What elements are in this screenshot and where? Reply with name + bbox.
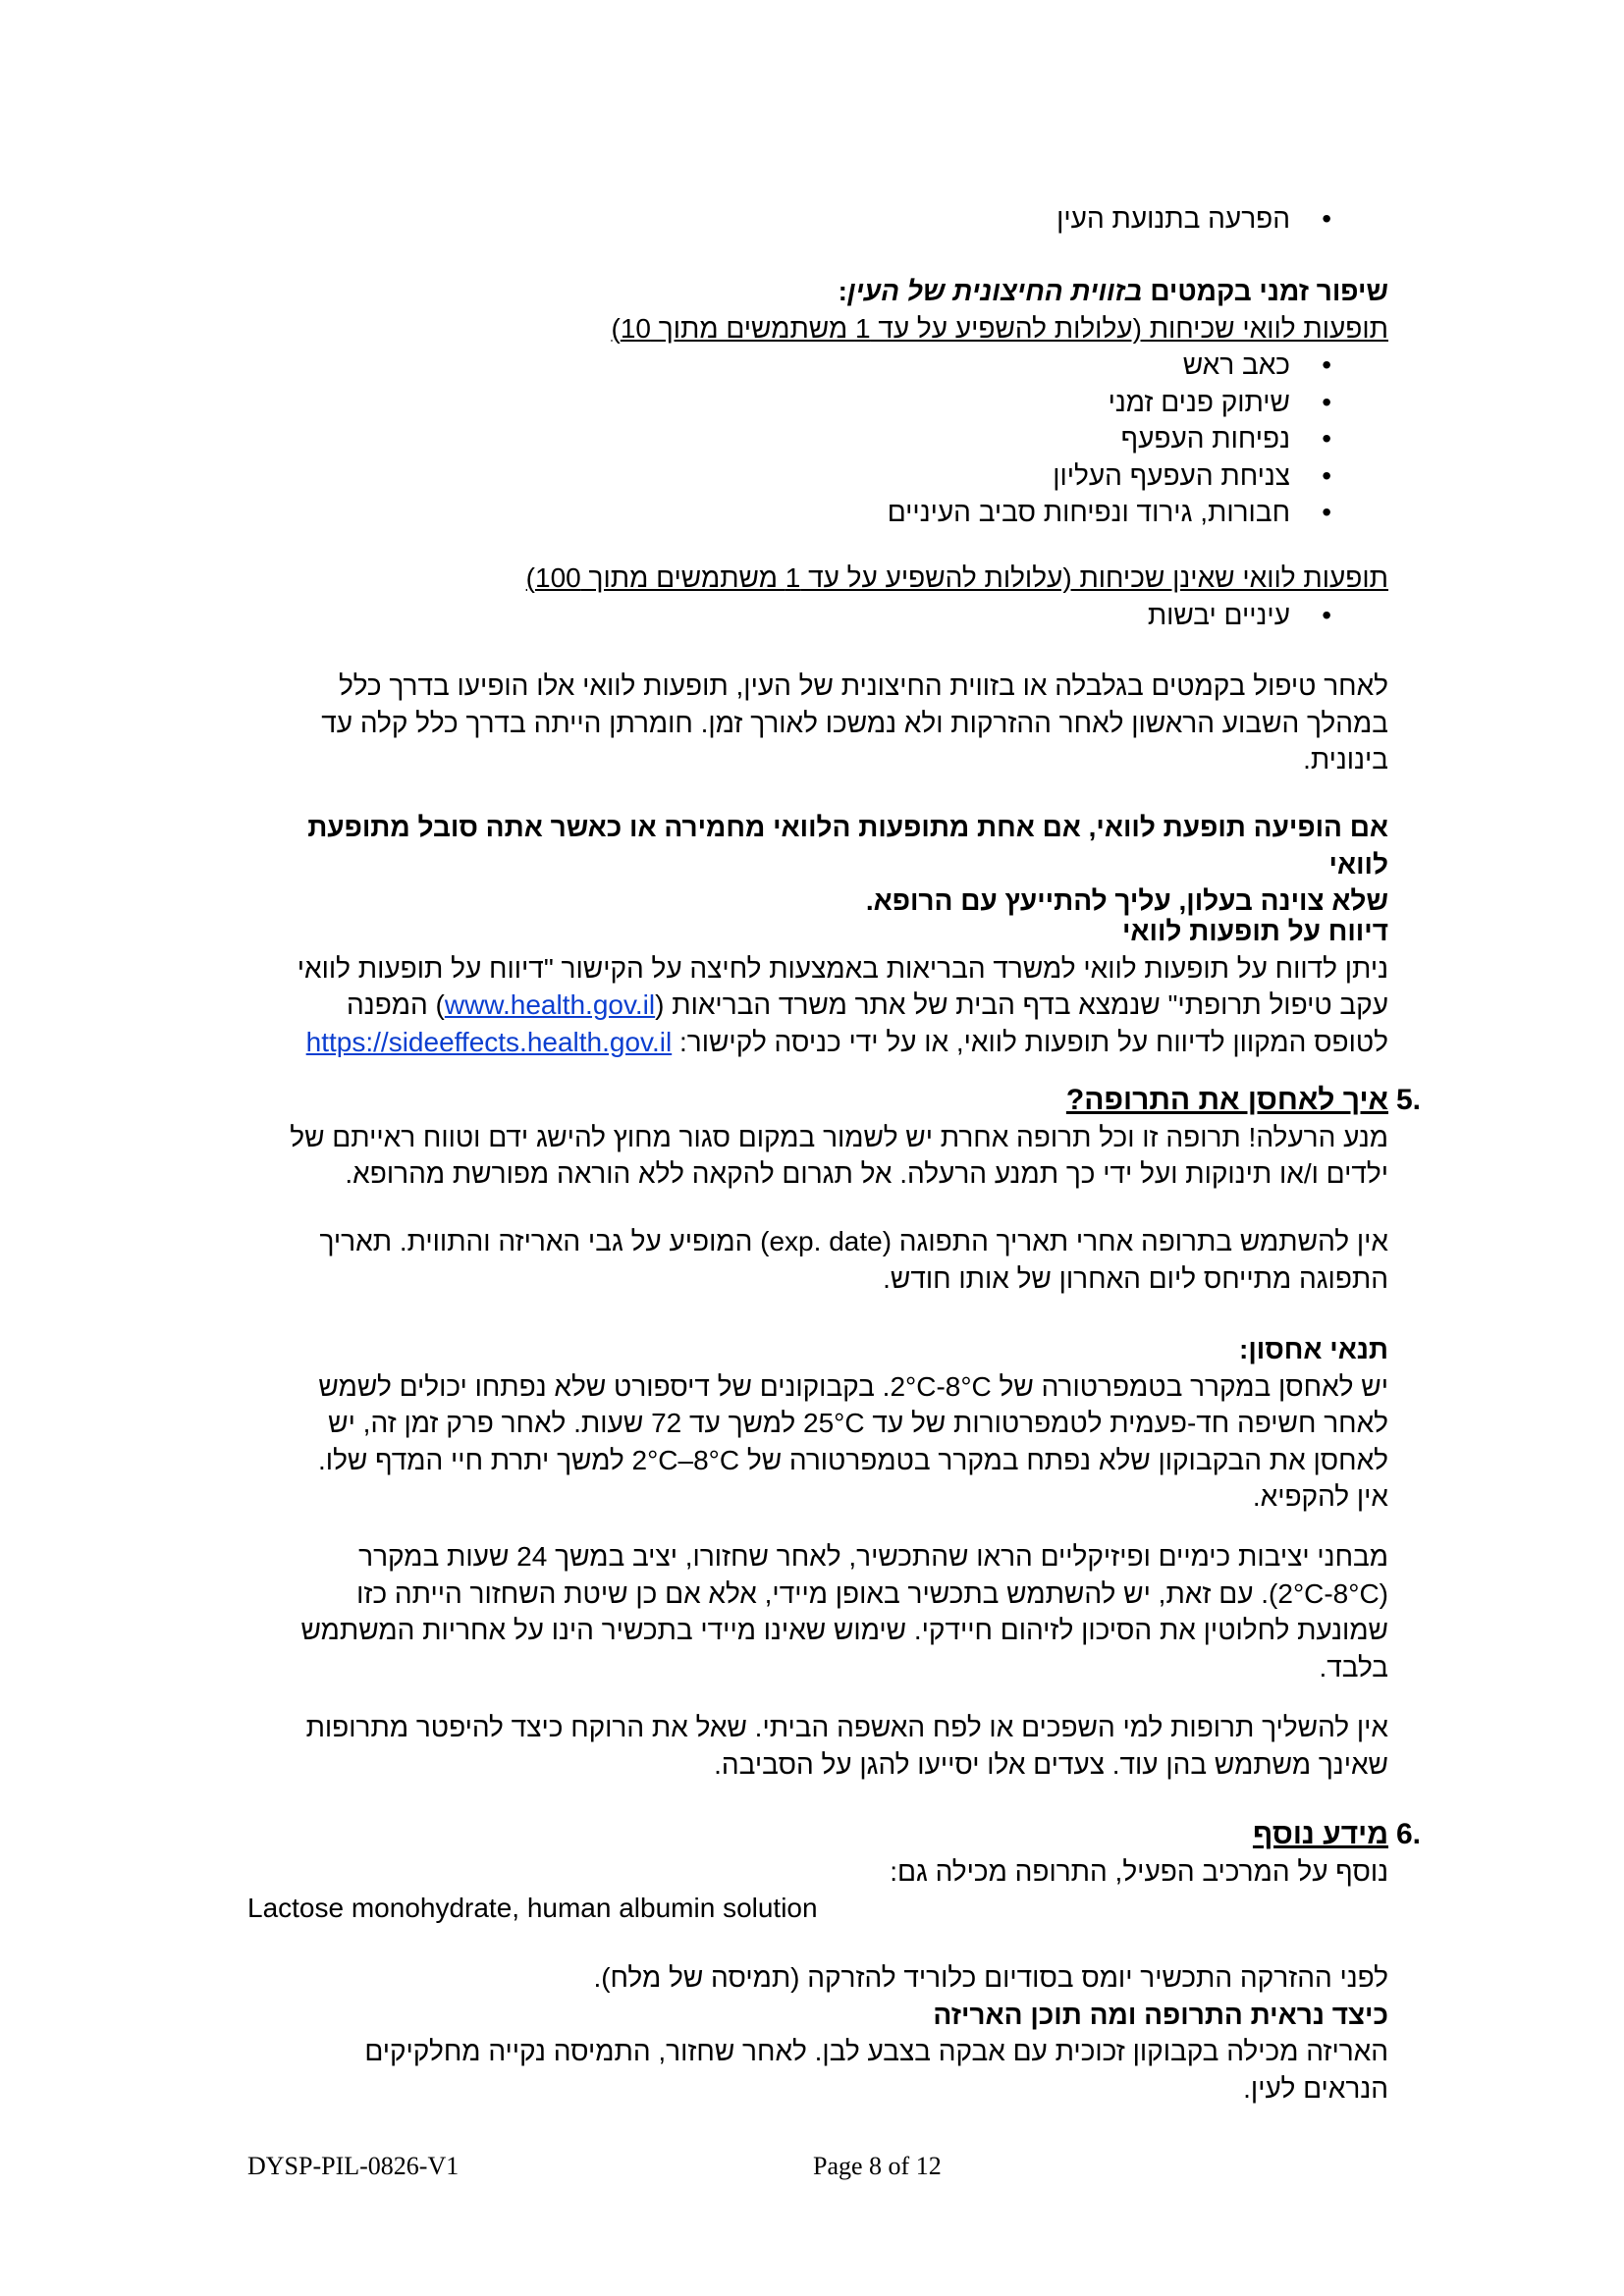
section-5-heading	[247, 1082, 1422, 1119]
heading-part: שיפור זמני בקמטים	[1142, 276, 1388, 306]
text-line: מבחני יציבות כימיים ופיזיקליים הראו שהתכשיר, לאחר שחזורו, יציב במשך 24 שעות במקרר	[358, 1541, 1388, 1572]
text-line: אין להשליך תרופות למי השפכים או לפח האשפה הביתי. שאל את הרוקח כיצד להיפטר מתרופות	[305, 1712, 1388, 1742]
common-side-effects-list	[247, 347, 1388, 531]
text-line: בינונית.	[1303, 744, 1388, 774]
text-part: אין להשתמש בתרופה אחרי תאריך התפוגה (	[882, 1226, 1388, 1256]
storage-title: תנאי אחסון:	[1239, 1334, 1388, 1364]
section-title: איך לאחסן את התרופה?	[1065, 1084, 1388, 1116]
footer-doc-id: DYSP-PIL-0826-V1	[247, 2152, 460, 2180]
text-part: 2°C-8°C	[890, 1370, 992, 1402]
text-part: ) המפנה	[347, 989, 445, 1020]
text-part: . בקבוקונים של דיספורט שלא נפתחו יכולים לשמש	[318, 1370, 891, 1402]
side-effects-report-link[interactable]: https://sideeffects.health.gov.il	[305, 1026, 673, 1057]
heading-part: בזווית החיצונית של העין	[846, 276, 1143, 306]
common-side-effects-title: תופעות לוואי שכיחות (עלולות להשפיע על עד 1 משתמשים מתוך 10)	[611, 312, 1388, 344]
text-line: אם הופיעה תופעת לוואי, אם אחת מתופעות הלוואי מחמירה או כאשר אתה סובל מתופעת לוואי	[307, 812, 1388, 880]
text-part: למשך יתרת חיי המדף שלו.	[318, 1444, 632, 1475]
report-section	[247, 913, 1388, 1060]
ingredients-line: Lactose monohydrate, human albumin solution	[247, 1893, 818, 1923]
section-number: 5.	[1396, 1084, 1422, 1116]
storage-conditions	[247, 1331, 1388, 1516]
text-part: ) המופיע על גבי האריזה והתווית. תאריך	[319, 1226, 770, 1256]
section-6	[247, 1816, 1422, 1927]
text-part: exp. date	[769, 1226, 883, 1256]
text-part: לאחסן את הבקבוקון שלא נפתח במקרר בטמפרטורה של	[739, 1444, 1388, 1475]
text-line: שלא צוינה בעלון, עליך להתייעץ עם הרופא.	[865, 885, 1388, 916]
text-part: . עם זאת, יש להשתמש בתכשיר באופן מיידי, אלא אם כן שיטת השחזור הייתה כזו	[356, 1577, 1270, 1609]
list-item: • הפרעה בתנועת העין	[247, 200, 1388, 238]
text-part: לטופס המקוון לדיווח על תופעות לוואי, או על ידי כניסה לקישור:	[672, 1026, 1388, 1057]
heading-part: :	[838, 276, 847, 306]
text-line: התפוגה מתייחס ליום האחרון של אותו חודש.	[883, 1262, 1388, 1294]
text-line: שאינך משתמש בהן עוד. צעדים אלו יסייעו להגן על הסביבה.	[714, 1748, 1388, 1780]
section-number: 6.	[1396, 1818, 1422, 1850]
list-item: • צניחת העפעף העליון	[247, 457, 1388, 495]
health-ministry-link[interactable]: www.health.gov.il	[444, 989, 656, 1020]
text-line: במהלך השבוע הראשון לאחר ההזרקות ולא נמשכו לאורך זמן. חומרתן הייתה בדרך כלל קלה עד	[321, 707, 1388, 738]
text-line: מנע הרעלה! תרופה זו וכל תרופה אחרת יש לשמור במקום סגור מחוץ להישג ידם וטווח ראייתם של	[290, 1121, 1388, 1152]
footer-page-number: Page 8 of 12	[813, 2152, 942, 2180]
list-item: • נפיחות העפעף	[247, 420, 1388, 457]
text-line: נוסף על המרכיב הפעיל, התרופה מכילה גם:	[890, 1855, 1388, 1887]
text-part: (2°C-8°C)	[1269, 1577, 1388, 1609]
text-line: האריזה מכילה בקבוקון זכוכית עם אבקה בצבע לבן. לאחר שחזור, התמיסה נקייה מחלקיקים	[364, 2036, 1388, 2066]
uncommon-side-effects-title: תופעות לוואי שאינן שכיחות (עלולות להשפיע על עד 1 משתמשים מתוך 100)	[525, 562, 1388, 593]
text-line: לפני ההזרקה התכשיר יומס בסודיום כלוריד להזרקה (תמיסה של מלח).	[593, 1962, 1388, 1993]
list-item: • שיתוק פנים זמני	[247, 384, 1388, 421]
list-item: • כאב ראש	[247, 347, 1388, 384]
bullet-list-top	[247, 200, 1388, 238]
text-line: לאחר חשיפה חד-פעמית לטמפרטורות של עד 25°C למשך עד 72 שעות. לאחר פרק זמן זה, יש	[328, 1408, 1388, 1438]
section-6-heading	[247, 1816, 1422, 1853]
text-line: לאחר טיפול בקמטים בגלבלה או בזווית החיצונית של העין, תופעות לוואי אלו הופיעו בדרך כלל	[339, 670, 1388, 701]
text-line: ניתן לדווח על תופעות לוואי למשרד הבריאות באמצעות לחיצה על הקישור "דיווח על תופעות לוואי	[297, 952, 1388, 984]
appearance-section	[247, 1959, 1388, 2107]
uncommon-side-effects	[247, 560, 1388, 633]
list-item: • חבורות, גירוד ונפיחות סביב העיניים	[247, 494, 1388, 531]
warning-paragraph	[247, 809, 1388, 920]
text-part: יש לאחסן במקרר בטמפרטורה של	[991, 1370, 1388, 1402]
text-line: בלבד.	[1319, 1651, 1388, 1682]
section-5	[247, 1082, 1422, 1193]
crows-feet-heading	[247, 273, 1388, 347]
stability-paragraph	[247, 1538, 1388, 1685]
after-treatment-paragraph	[247, 667, 1388, 778]
expiry-paragraph	[247, 1223, 1388, 1297]
appearance-title: כיצד נראית התרופה ומה תוכן האריזה	[933, 1999, 1388, 2030]
text-line: הנראים לעין.	[1243, 2072, 1388, 2104]
text-part: עקב טיפול תרופתי" שנמצא בדף הבית של אתר משרד הבריאות (	[655, 989, 1388, 1020]
text-line: אין להקפיא.	[1252, 1481, 1388, 1512]
section-title: מידע נוסף	[1252, 1818, 1388, 1850]
list-item: • עיניים יבשות	[247, 597, 1388, 634]
text-line: ילדים ו/או תינוקות ועל ידי כך תמנע הרעלה. אל תגרום להקאה ללא הוראה מפורשת מהרופא.	[345, 1158, 1388, 1189]
report-title: דיווח על תופעות לוואי	[1121, 916, 1388, 946]
text-line: שמונעת לחלוטין את הסיכון לזיהום חיידקי. שימוש שאינו מיידי בתכשיר הינו על אחריות המשתמש	[300, 1615, 1388, 1645]
disposal-paragraph	[247, 1709, 1388, 1783]
text-part: 2°C–8°C	[631, 1444, 740, 1475]
